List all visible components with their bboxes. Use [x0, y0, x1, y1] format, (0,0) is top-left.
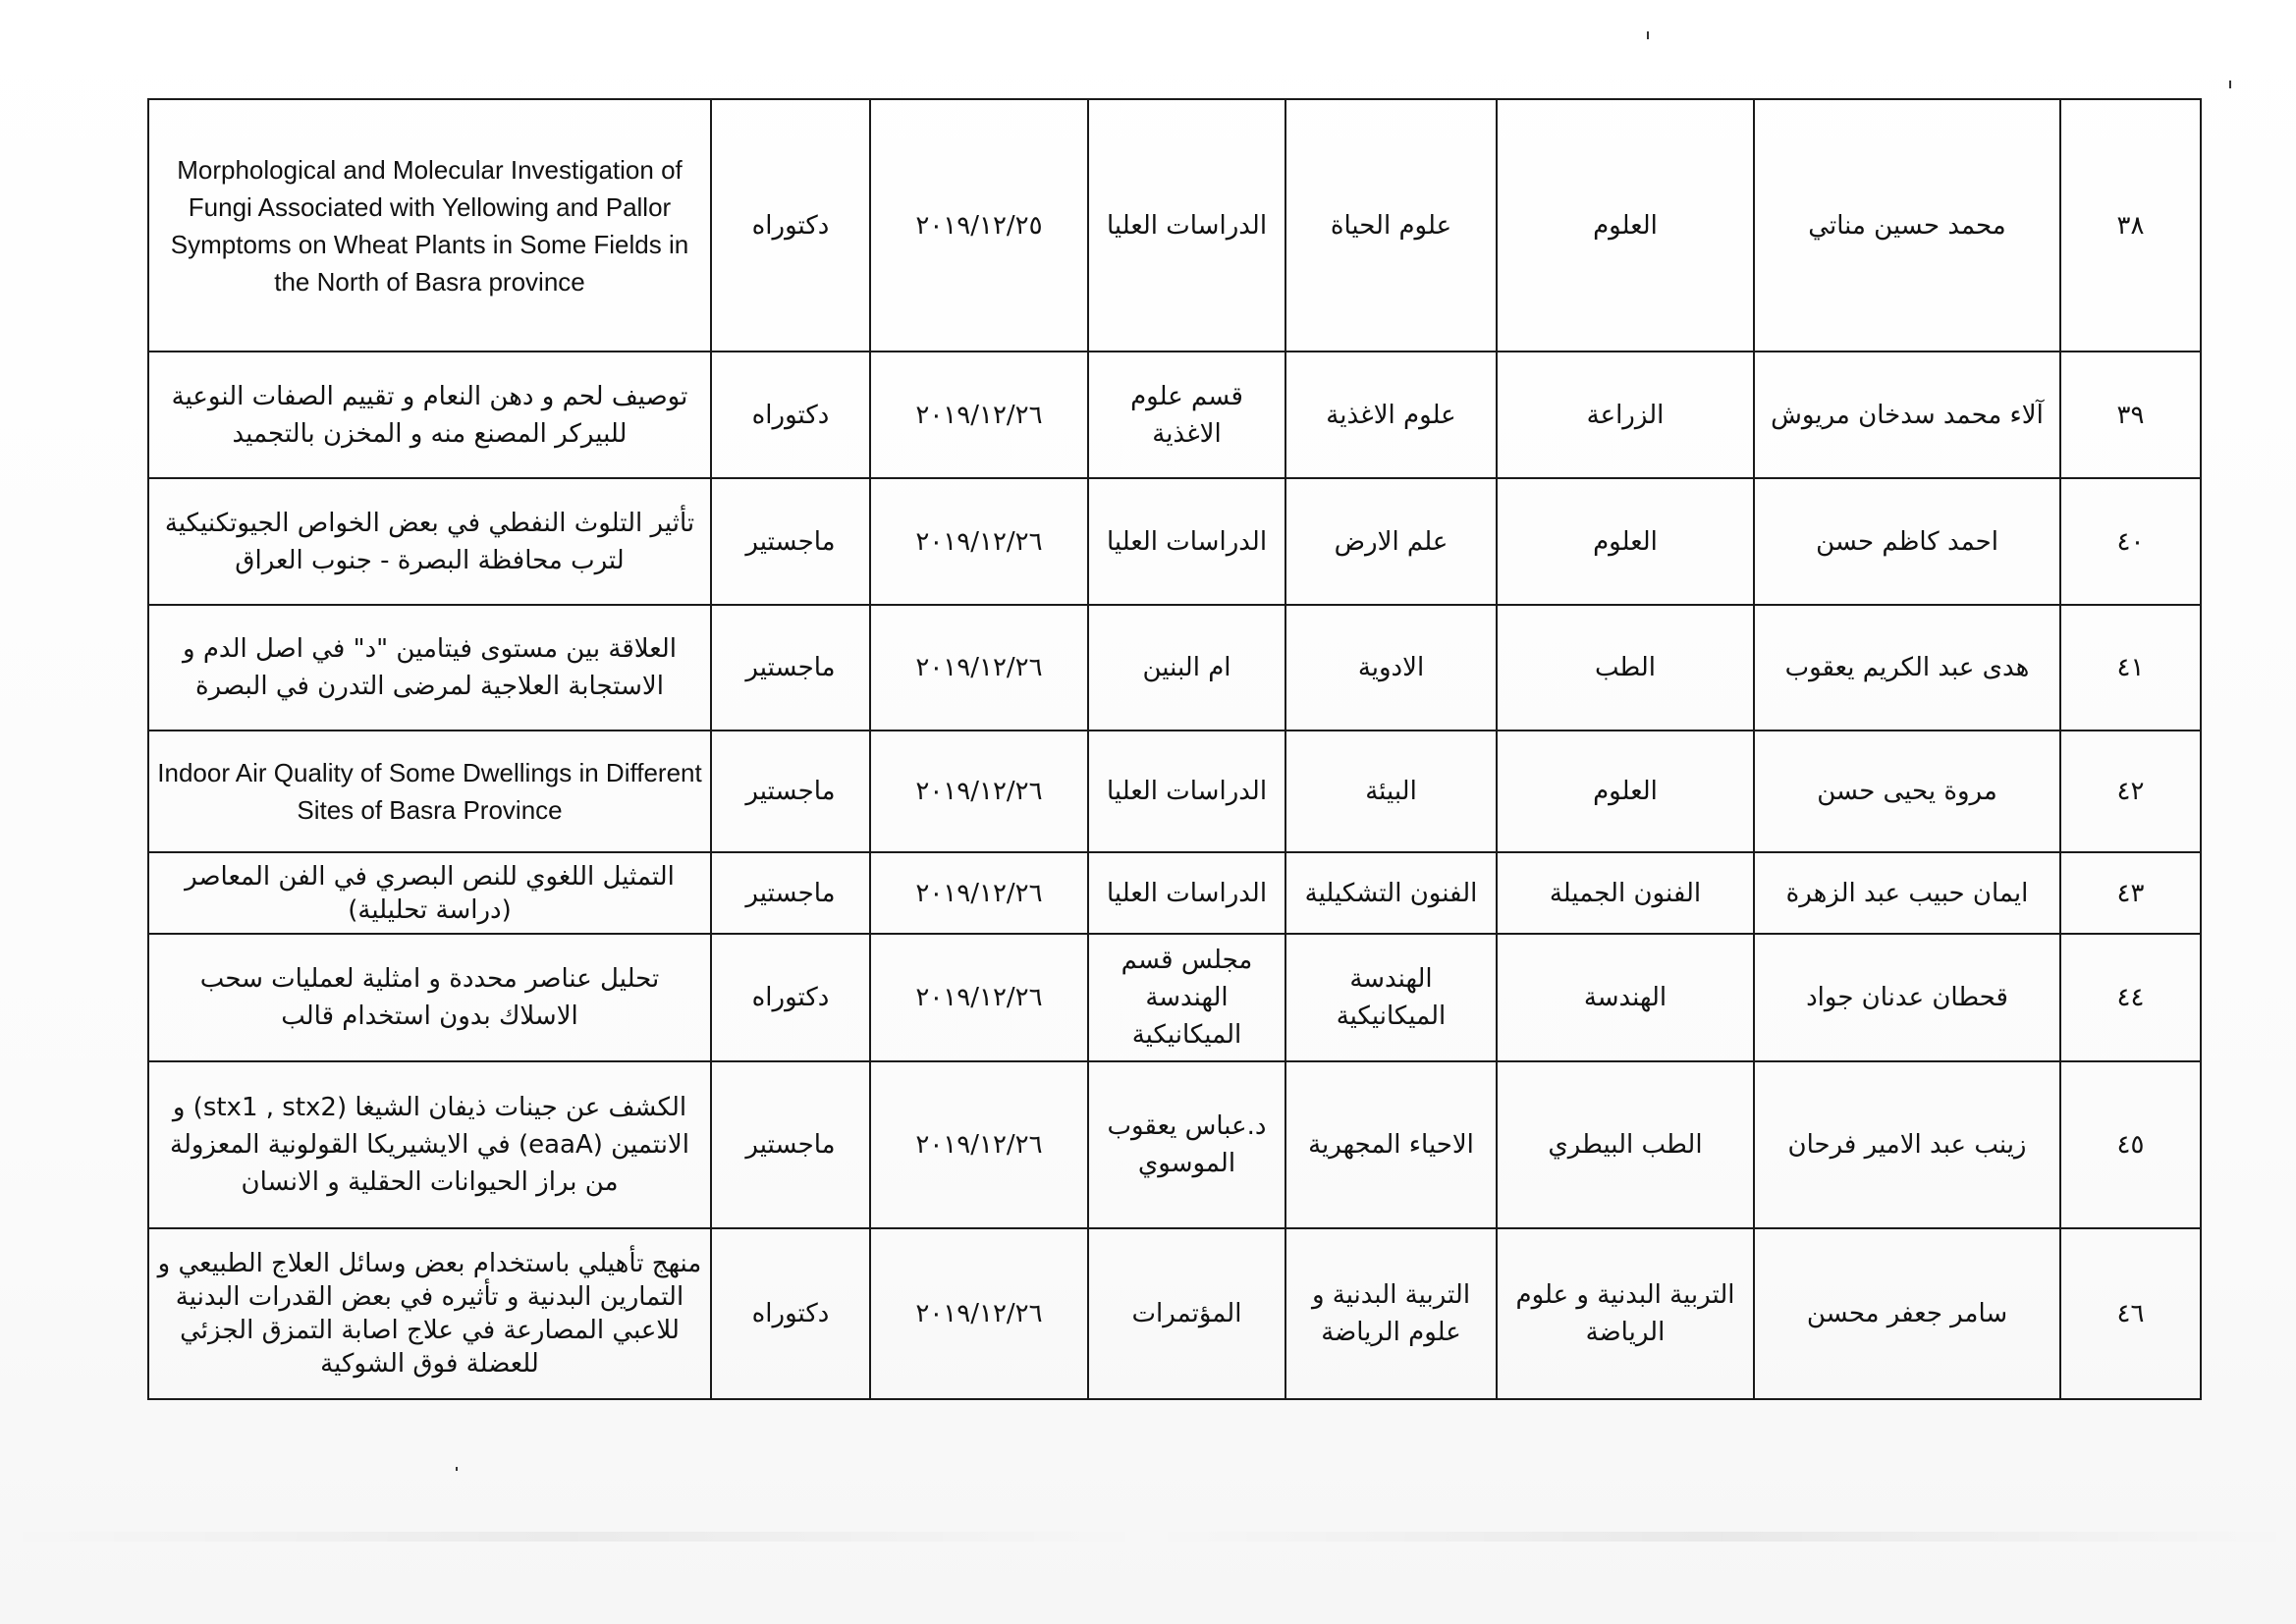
department: علوم الحياة: [1285, 99, 1497, 352]
table-row: [148, 605, 2201, 731]
approval-date: ٢٠١٩/١٢/٢٦: [870, 934, 1088, 1061]
degree: ماجستير: [711, 478, 870, 605]
thesis-title: توصيف لحم و دهن النعام و تقييم الصفات النوعية للبيركر المصنع منه و المخزن بالتجميد: [148, 352, 711, 478]
approval-date: ٢٠١٩/١٢/٢٦: [870, 852, 1088, 934]
college: العلوم: [1497, 731, 1754, 852]
student-name: سامر جعفر محسن: [1754, 1228, 2060, 1399]
approving-body: ام البنين: [1088, 605, 1285, 731]
college: العلوم: [1497, 99, 1754, 352]
college: الطب البيطري: [1497, 1061, 1754, 1228]
thesis-title: الكشف عن جينات ذيفان الشيغا (stx1 , stx2) و الانتمين (eaaA) في الايشيريكا القولونية المعزولة من براز الحيوانات الحقلية و الانسان: [148, 1061, 711, 1228]
table-row: [148, 1061, 2201, 1228]
approving-body: الدراسات العليا: [1088, 852, 1285, 934]
student-name: آلاء محمد سدخان مريوش: [1754, 352, 2060, 478]
approval-date: ٢٠١٩/١٢/٢٦: [870, 352, 1088, 478]
scan-speck: [456, 1467, 458, 1471]
student-name: قحطان عدنان جواد: [1754, 934, 2060, 1061]
approving-body: الدراسات العليا: [1088, 99, 1285, 352]
department: علم الارض: [1285, 478, 1497, 605]
approval-date: ٢٠١٩/١٢/٢٦: [870, 1228, 1088, 1399]
degree: دكتوراه: [711, 99, 870, 352]
student-name: محمد حسين مناتي: [1754, 99, 2060, 352]
approval-date: ٢٠١٩/١٢/٢٥: [870, 99, 1088, 352]
row-number: ٤٢: [2060, 731, 2201, 852]
approving-body: الدراسات العليا: [1088, 478, 1285, 605]
degree: ماجستير: [711, 1061, 870, 1228]
college: الزراعة: [1497, 352, 1754, 478]
row-number: ٤٦: [2060, 1228, 2201, 1399]
student-name: زينب عبد الامير فرحان: [1754, 1061, 2060, 1228]
college: الفنون الجميلة: [1497, 852, 1754, 934]
approval-date: ٢٠١٩/١٢/٢٦: [870, 1061, 1088, 1228]
thesis-title: تأثير التلوث النفطي في بعض الخواص الجيوتكنيكية لترب محافظة البصرة - جنوب العراق: [148, 478, 711, 605]
department: الهندسة الميكانيكية: [1285, 934, 1497, 1061]
row-number: ٤١: [2060, 605, 2201, 731]
degree: دكتوراه: [711, 934, 870, 1061]
approval-date: ٢٠١٩/١٢/٢٦: [870, 731, 1088, 852]
thesis-title: Indoor Air Quality of Some Dwellings in Different Sites of Basra Province: [148, 731, 711, 852]
row-number: ٣٩: [2060, 352, 2201, 478]
department: البيئة: [1285, 731, 1497, 852]
scan-fold-shadow: [0, 1532, 2296, 1542]
row-number: ٤٤: [2060, 934, 2201, 1061]
thesis-records-table: [147, 98, 2202, 1400]
table-row: [148, 934, 2201, 1061]
department: التربية البدنية و علوم الرياضة: [1285, 1228, 1497, 1399]
scan-speck: [1647, 31, 1649, 39]
row-number: ٤٠: [2060, 478, 2201, 605]
row-number: ٤٥: [2060, 1061, 2201, 1228]
approving-body: قسم علوم الاغذية: [1088, 352, 1285, 478]
degree: دكتوراه: [711, 352, 870, 478]
student-name: هدى عبد الكريم يعقوب: [1754, 605, 2060, 731]
degree: ماجستير: [711, 605, 870, 731]
thesis-title: التمثيل اللغوي للنص البصري في الفن المعاصر (دراسة تحليلية): [148, 852, 711, 934]
student-name: ايمان حبيب عبد الزهرة: [1754, 852, 2060, 934]
degree: ماجستير: [711, 731, 870, 852]
degree: ماجستير: [711, 852, 870, 934]
table-row: [148, 1228, 2201, 1399]
row-number: ٣٨: [2060, 99, 2201, 352]
table-row: [148, 352, 2201, 478]
college: الهندسة: [1497, 934, 1754, 1061]
approving-body: د.عباس يعقوب الموسوي: [1088, 1061, 1285, 1228]
thesis-title: منهج تأهيلي باستخدام بعض وسائل العلاج الطبيعي و التمارين البدنية و تأثيره في بعض القدرات البدنية للاعبي المصارعة في علاج اصابة التمزق الجزئي للعضلة فوق الشوكية: [148, 1228, 711, 1399]
table-row: [148, 99, 2201, 352]
approval-date: ٢٠١٩/١٢/٢٦: [870, 605, 1088, 731]
college: التربية البدنية و علوم الرياضة: [1497, 1228, 1754, 1399]
scan-speck: [2229, 81, 2231, 88]
thesis-title: تحليل عناصر محددة و امثلية لعمليات سحب الاسلاك بدون استخدام قالب: [148, 934, 711, 1061]
approving-body: الدراسات العليا: [1088, 731, 1285, 852]
approval-date: ٢٠١٩/١٢/٢٦: [870, 478, 1088, 605]
table-row: [148, 731, 2201, 852]
college: الطب: [1497, 605, 1754, 731]
student-name: احمد كاظم حسن: [1754, 478, 2060, 605]
student-name: مروة يحيى حسن: [1754, 731, 2060, 852]
department: الفنون التشكيلية: [1285, 852, 1497, 934]
thesis-title: Morphological and Molecular Investigation of Fungi Associated with Yellowing and Pallor Symptoms on Wheat Plants in Some Fields in the North of Basra province: [148, 99, 711, 352]
thesis-title: العلاقة بين مستوى فيتامين "د" في اصل الدم و الاستجابة العلاجية لمرضى التدرن في البصرة: [148, 605, 711, 731]
college: العلوم: [1497, 478, 1754, 605]
degree: دكتوراه: [711, 1228, 870, 1399]
table-row: [148, 852, 2201, 934]
department: الاحياء المجهرية: [1285, 1061, 1497, 1228]
table-row: [148, 478, 2201, 605]
department: الادوية: [1285, 605, 1497, 731]
row-number: ٤٣: [2060, 852, 2201, 934]
department: علوم الاغذية: [1285, 352, 1497, 478]
approving-body: مجلس قسم الهندسة الميكانيكية: [1088, 934, 1285, 1061]
approving-body: المؤتمرات: [1088, 1228, 1285, 1399]
